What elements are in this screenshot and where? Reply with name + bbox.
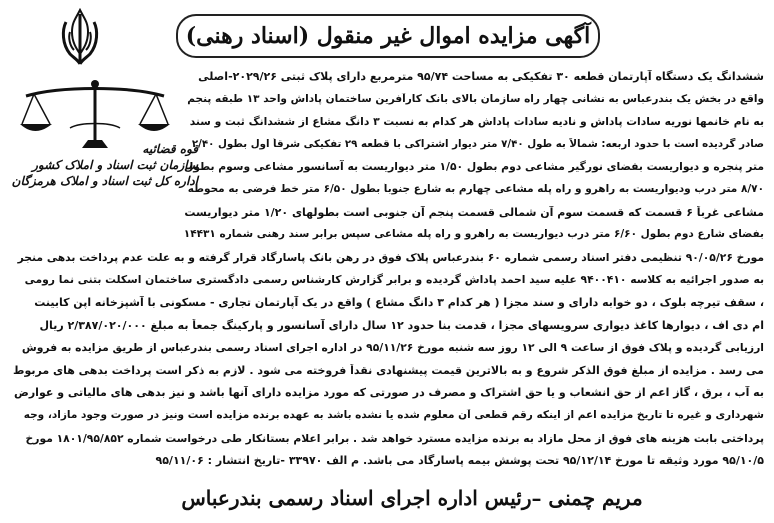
- notice-body-line: به نام خانمها نوریه سادات پاداش و نادیه سادات پاداش هر کدام به نسبت ۳ دانگ مشاع از ششدانگ ثبت و سند: [189, 115, 764, 129]
- notice-body-line: ارزیابی گردیده و پلاک فوق از ساعت ۹ الی ۱۲ روز سه شنبه مورخ ۹۵/۱۱/۲۶ در اداره اجرای اسناد رسمی بندرعباس از طریق مزایده به فروش: [21, 341, 764, 355]
- notice-body-line: شهرداری و غیره تا تاریخ مزایده اعم از اینکه رقم قطعی آن معلوم شده یا نشده باشد به عهده برنده مزایده است ونیز در صورت وجود مازاد، وجه: [23, 409, 764, 421]
- org-line-judiciary: قوه قضائیه: [142, 142, 198, 156]
- notice-body-line: مورخ ۹۰/۰۵/۲۶ تنظیمی دفتر اسناد رسمی شماره ۶۰ بندرعباس پلاک فوق در رهن بانک پاسارگاد قرار گرفته و به علت عدم پرداخت بدهی منجر: [17, 250, 764, 264]
- org-line-hormozgan: اداره کل ثبت اسناد و املاک هرمزگان: [11, 174, 198, 188]
- notice-body-line: ۸/۷۰ متر درب ودیواریست به راهرو و راه پله مشاعی چهارم به شارع جنوباً بطول ۶/۵۰ متر خط فرضی به محوطه: [187, 183, 764, 195]
- notice-body-line: متر پنجره و دیواریست بفضای نورگیر مشاعی دوم بطول ۱/۵۰ متر دیواریست به آسانسور مشاعی وسوم بطول: [183, 160, 764, 174]
- notice-body-line: مشاعی غرباً ۶ قسمت که قسمت سوم آن شمالی قسمت پنجم آن جنوبی است بطولهای ۱/۲۰ متر دیواریست: [184, 205, 764, 219]
- notice-body-line: به آب ، برق ، گاز اعم از حق انشعاب و یا حق اشتراک و مصرف در صورتی که مورد مزایده دارای آنها باشد و نیز بدهی های مالیاتی و عوارض: [14, 386, 764, 400]
- notice-body-line: پرداختی بابت هزینه های فوق از محل مازاد به برنده مزایده مسترد خواهد شد . برابر اعلام بستانکار طی درخواست شماره ۱۸۰۱/۹۵/۸۵۲ مورخ: [25, 431, 764, 445]
- notice-body-line: بفضای شارع دوم بطول ۶/۶۰ متر درب دیواریست به راهرو و راه پله مشاعی سپس برابر سند رهنی شماره ۱۴۴۳۱: [183, 228, 764, 241]
- notice-title: آگهی مزایده اموال غیر منقول (اسناد رهنی): [185, 23, 591, 49]
- notice-body-line: ۹۵/۱۰/۵ مورد وثیقه تا مورخ ۹۵/۱۲/۱۴ تحت پوشش بیمه پاسارگاد می باشد. م الف ۳۳۹۷۰ -تاریخ انتشار : ۹۵/۱۱/۰۶: [155, 454, 764, 468]
- notice-body-line: صادر گردیده است با حدود اربعه: شمالاً به طول ۷/۴۰ متر دیوار اشتراکی با قطعه ۲۹ تفکیکی شرقاً اول بطول ۲/۴۰: [191, 137, 764, 150]
- org-line-registration: سازمان ثبت اسناد و املاک کشور: [32, 158, 198, 172]
- notice-title-box: [176, 14, 600, 58]
- notice-body-line: ، سقف تیرچه بلوک ، دو خوابه دارای و سند مجزا ( هر کدام ۳ دانگ مشاع ) واقع در یک آپارتمان تجاری - مسکونی با آشپزخانه اپن کابینت: [34, 296, 764, 309]
- notice-body-line: می رسد . مزایده از مبلغ فوق الذکر شروع و به بالاترین قیمت پیشنهادی نقداً فروخته می شود . لازم به ذکر است پرداخت بدهی های مربوط: [13, 363, 764, 377]
- notice-body-line: واقع در بخش یک بندرعباس به نشانی چهار راه سازمان بالای بانک کارآفرین ساختمان پاداش واحد ۱۳ طبقه پنجم: [187, 92, 764, 105]
- notice-body-line: ششدانگ یک دستگاه آپارتمان قطعه ۳۰ تفکیکی به مساحت ۹۵/۷۴ مترمربع دارای پلاک ثبتی ۲۰۲۹/۲۶-اصلی: [198, 70, 764, 83]
- notice-body-line: ام دی اف ، دیوارها کاغذ دیواری سرویسهای مجزا ، قدمت بنا حدود ۱۲ سال دارای آسانسور و پارکینگ جمعاً به مبلغ ۲/۳۸۷/۰۲۰/۰۰۰ ریال: [39, 318, 764, 332]
- signature-line: مریم چمنی –رئیس اداره اجرای اسناد رسمی بندرعباس: [181, 486, 643, 510]
- notice-body-line: به صدور اجرائیه به کلاسه ۹۴۰۰۴۱۰ علیه سید احمد پاداش گردیده و برابر گزارش کارشناس رسمی دادگستری ساختمان اسکلت بتنی نما رومی: [24, 273, 764, 287]
- organization-block: [8, 142, 198, 188]
- iran-emblem-icon: [58, 8, 102, 68]
